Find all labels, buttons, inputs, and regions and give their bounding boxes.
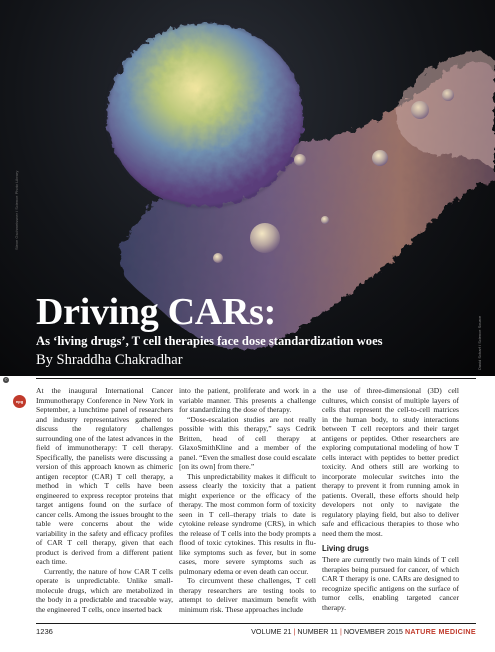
footer-rule — [36, 623, 476, 624]
journal-name: NATURE MEDICINE — [404, 627, 476, 636]
header-rule — [36, 378, 476, 379]
paragraph: There are currently two main kinds of T cell therapies being pursued for cancer, of which CAR T therapy is one. CARs are designed to recognize specific antigens on the surface of tumor cells, enabling targeted cancer therapy. — [322, 555, 459, 612]
article-column-2 — [179, 386, 316, 614]
article-column-1 — [36, 386, 173, 614]
publisher-logo-icon: npg — [13, 395, 26, 408]
article-column-3 — [322, 386, 459, 612]
page-number: 1236 — [36, 627, 53, 636]
photo-credit-right: David Scharf / Science Source — [477, 315, 482, 370]
paragraph: This unpredictability makes it difficult to assess clearly the toxicity that a patient might experience or the efficacy of the therapy. The most common form of toxicity seen in T cell–therapy trials to date is cytokine release syndrome (CRS), in which the release of T cells into the body prompts a flood of toxic cytokines. This results in flu-like symptoms such as fever, but in some cases, more severe symptoms such as pulmonary edema or even death can occur. — [179, 471, 316, 576]
byline: By Shraddha Chakradhar — [36, 352, 183, 368]
paragraph: into the patient, proliferate and work in a variable manner. This presents a challenge for standardizing the dose of therapy. — [179, 386, 316, 414]
deck: As ‘living drugs’, T cell therapies face dose standardization woes — [36, 334, 383, 348]
paragraph: To circumvent these challenges, T cell therapy researchers are testing tools to attempt to deliver maximum benefit with minimum risk. These approaches include — [179, 576, 316, 614]
paragraph: At the inaugural International Cancer Immunotherapy Conference in New York in September, a lunchtime panel of researchers and industry representatives gathered to discuss the regulatory challenges surrounding one of the latest advances in the field of immunotherapy: T cell therapy. Specifically, the panelists were discussing a version of this approach known as chimeric antigen receptor (CAR) T cell therapy, a method in which T cells have been engineered to express receptor proteins that target antigens found on the surface of cancer cells. Among the issues brought to the table were concerns about the wide variability in the safety and efficacy profiles of CAR T cell therapy, given that each product is derived from a different patient each time. — [36, 386, 173, 566]
copyright-icon: © — [4, 377, 8, 382]
paragraph: “Dose-escalation studies are not really possible with this therapy,” says Cedrik Britten, head of cell therapy at GlaxoSmithKline and a member of the panel. “Even the smallest dose could escalate [on its own] from there.” — [179, 414, 316, 471]
headline: Driving CARs: — [36, 291, 276, 333]
paragraph: Currently, the nature of how CAR T cells operate is unpredictable. Unlike small-molecule drugs, which are metabolized in the body in a predictable and traceable way, the engineered T cells, once inserted back — [36, 566, 173, 614]
issue-info: VOLUME 21 | NUMBER 11 | NOVEMBER 2015 NATURE MEDICINE — [251, 627, 476, 636]
paragraph: the use of three-dimensional (3D) cell cultures, which consist of multiple layers of cells that represent the cell-to-cell matrices in the human body, to study interactions between T cell receptors and their target antigens or peptides. Other researchers are exploring computational modeling of how T cells interact with peptides to better predict toxicity. And others still are working to incorporate molecular switches into the therapy to prevent it from running amok in patients. Overall, these efforts should help developers not only to navigate the regulatory playing field, but also to deliver safe and efficacious therapies to those who need them the most. — [322, 386, 459, 538]
issue-number: NUMBER 11 — [297, 627, 338, 636]
section-subhead: Living drugs — [322, 544, 369, 553]
volume: VOLUME 21 — [251, 627, 292, 636]
issue-date: NOVEMBER 2015 — [343, 627, 403, 636]
photo-credit-left: Steve Gschmeissner / Science Photo Library — [14, 170, 19, 250]
